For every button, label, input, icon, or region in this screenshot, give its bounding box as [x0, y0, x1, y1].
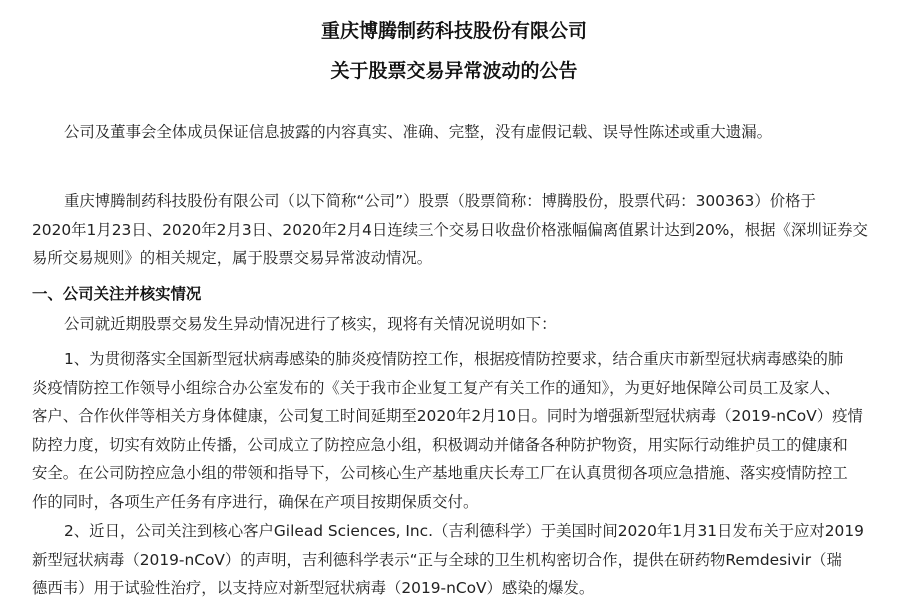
intro-paragraph [64, 187, 816, 216]
item2-line: 2、近日，公司关注到核心客户Gilead Sciences, Inc.（吉利德科学）于美国时间2020年1月31日发布关于应对2019 [64, 522, 864, 540]
section-lead-text: 公司就近期股票交易发生异动情况进行了核实，现将有关情况说明如下： [64, 315, 557, 333]
intro-line: 重庆博腾制药科技股份有限公司（以下简称“公司”）股票（股票简称：博腾股份，股票代码：300363）价格于 [64, 192, 816, 210]
intro-paragraph-continued [32, 216, 868, 273]
company-name-title: 重庆博腾制药科技股份有限公司 [320, 20, 587, 42]
item2-line: 新型冠状病毒（2019-nCoV）的声明，吉利德科学表示“正与全球的卫生机构密切合作，提供在研药物Remdesivir（瑞 [32, 550, 842, 569]
disclaimer-paragraph [64, 118, 772, 147]
intro-line: 2020年1月23日、2020年2月3日、2020年2月4日连续三个交易日收盘价格涨幅偏离值累计达到20%，根据《深圳证券交 [32, 220, 868, 239]
item1-line: 客户、合作伙伴等相关方身体健康，公司复工时间延期至2020年2月10日。同时为增强新型冠状病毒（2019-nCoV）疫情 [32, 407, 863, 425]
disclaimer-text: 公司及董事会全体成员保证信息披露的内容真实、准确、完整，没有虚假记载、误导性陈述或重大遗漏。 [64, 123, 772, 141]
item1-paragraph [64, 345, 843, 374]
item2-line: 德西韦）用于试验性治疗，以支持应对新型冠状病毒（2019-nCoV）感染的爆发。 [32, 579, 595, 597]
section-heading: 一、公司关注并核实情况 [32, 285, 202, 303]
item1-line: 作的同时，各项生产任务有序进行，确保在产项目按期保质交付。 [32, 492, 479, 511]
announcement-title: 关于股票交易异常波动的公告 [330, 60, 578, 82]
item1-paragraph-continued [32, 374, 863, 517]
intro-line: 易所交易规则》的相关规定，属于股票交易异常波动情况。 [32, 249, 433, 267]
item2-paragraph-continued [32, 546, 842, 603]
item1-line: 1、为贯彻落实全国新型冠状病毒感染的肺炎疫情防控工作，根据疫情防控要求，结合重庆市新型冠状病毒感染的肺 [64, 350, 844, 368]
item1-line: 防控力度，切实有效防止传播，公司成立了防控应急小组，积极调动并储备各种防护物资，用实际行动维护员工的健康和 [32, 435, 848, 454]
item1-line: 安全。在公司防控应急小组的带领和指导下，公司核心生产基地重庆长寿工厂在认真贯彻各项应急措施、落实疫情防控工 [32, 464, 848, 482]
item1-line: 炎疫情防控工作领导小组综合办公室发布的《关于我市企业复工复产有关工作的通知》，为更好地保障公司员工及家人、 [32, 378, 841, 397]
section-lead-paragraph [64, 310, 557, 339]
item2-paragraph [64, 517, 864, 546]
